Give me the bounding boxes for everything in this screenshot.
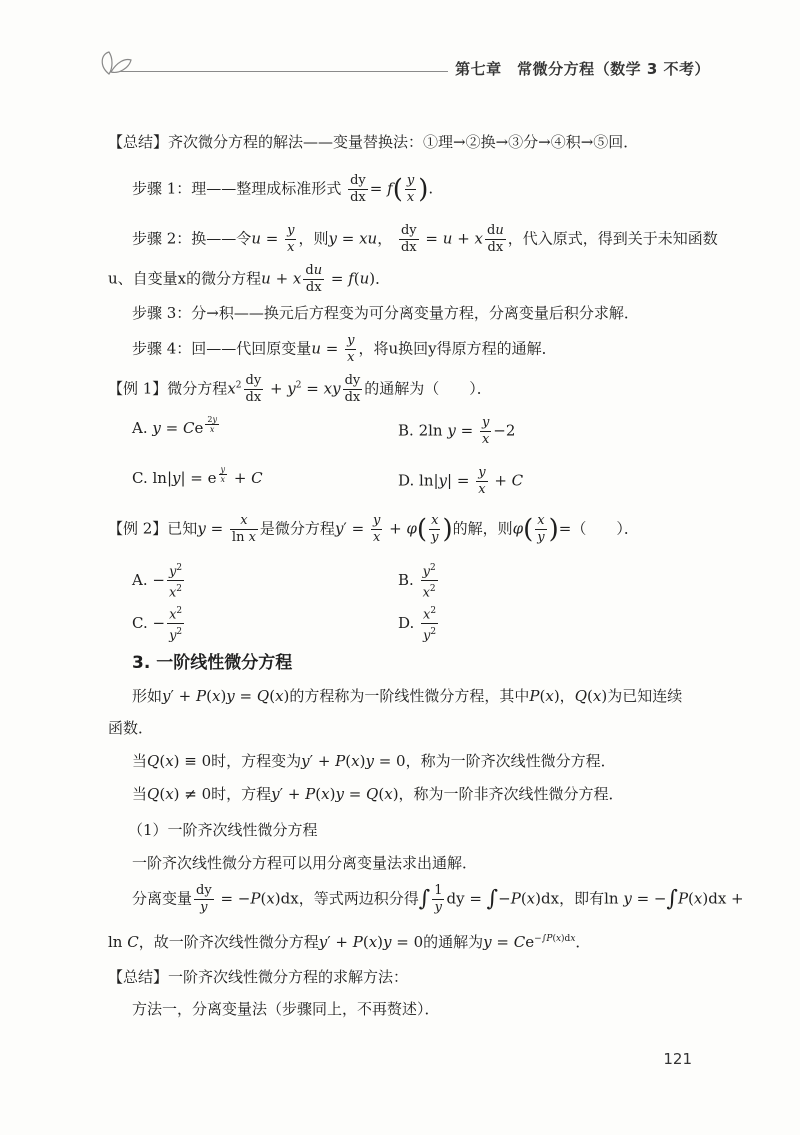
section-paragraph-1-cont: 函数． — [108, 719, 154, 737]
subsection-paragraph-1: 一阶齐次线性微分方程可以用分离变量法求出通解． — [132, 854, 478, 872]
step-4: 步骤 4：回——代回原变量u = $\frac{y}{x}$ ，将u换回y得原方程的通解． — [132, 333, 557, 365]
subsection-paragraph-2: 分离变量 $\frac{dy}{y}$ = −P(x)dx，等式两边积分得∫ $\frac{1}{y}$ dy = ∫−P(x)dx，即有ln y = −∫P(x)dx + — [132, 883, 744, 915]
step-1: 步骤 1：理——整理成标准形式 $\frac{dy}{dx}$ = f( $\frac{y}{x}$ ). — [132, 173, 434, 205]
example-2-option-c: C. − $\frac{x^2}{y^2}$ — [132, 603, 186, 645]
header-rule — [119, 71, 448, 72]
leaf-icon — [95, 46, 135, 80]
section-paragraph-3: 当Q(x) ≠ 0时，方程y′ + P(x)y = Q(x)，称为一阶非齐次线性微分方程． — [132, 785, 624, 803]
subsection-paragraph-2-cont: ln C，故一阶齐次线性微分方程y′ + P(x)y = 0的通解为$y = Ce^{-\int P(x)dx}$． — [108, 933, 591, 951]
page-number: 121 — [663, 1050, 692, 1068]
section-paragraph-1: 形如y′ + P(x)y = Q(x)的方程称为一阶线性微分方程，其中P(x)，Q(x)为已知连续 — [132, 687, 683, 705]
example-1-option-c: C. ln|y| = e $^{\frac{y}{x}}$ + C — [132, 465, 263, 487]
step-3: 步骤 3：分→积——换元后方程变为可分离变量方程，分离变量后积分求解． — [132, 304, 639, 322]
step-2-cont: u、自变量x的微分方程u + x $\frac{du}{dx}$ = f(u)． — [108, 263, 391, 295]
subsection-title: （1）一阶齐次线性微分方程 — [128, 821, 318, 839]
summary-intro: 【总结】齐次微分方程的解法——变量替换法：①理→②换→③分→④积→⑤回． — [108, 133, 639, 151]
page-header — [95, 46, 710, 86]
chapter-title: 第七章 常微分方程（数学 3 不考） — [455, 60, 710, 78]
example-1-option-a: A. y = Ce $^{\frac{2y}{x}}$ — [132, 415, 217, 437]
example-1-option-b: B. 2ln y = $\frac{y}{x}$ −2 — [398, 415, 516, 447]
summary-2-method-1: 方法一，分离变量法（步骤同上，不再赘述）． — [132, 1000, 440, 1018]
section-paragraph-2: 当Q(x) ≡ 0时，方程变为y′ + P(x)y = 0，称为一阶齐次线性微分方程． — [132, 752, 616, 770]
example-2-question: 【例 2】已知y = $\frac{x}{\text{ln x}}$ 是微分方程y′ = $\frac{y}{x}$ + φ( $\frac{x}{y}$ )的解，则φ( $\frac{x}{y}$ )=（ ）． — [108, 513, 639, 545]
example-1-option-d: D. ln|y| = $\frac{y}{x}$ + C — [398, 465, 524, 497]
example-2-option-d: D. $\frac{x^2}{y^2}$ — [398, 603, 440, 645]
example-2-option-a: A. − $\frac{y^2}{x^2}$ — [132, 560, 186, 602]
step-2: 步骤 2：换——令u = $\frac{y}{x}$ ，则y = xu， $\frac{dy}{dx}$ = u + x $\frac{du}{dx}$ ，代入原式，得到关于未知函数 — [132, 223, 718, 255]
example-2-option-b: B. $\frac{y^2}{x^2}$ — [398, 560, 440, 602]
example-1-question: 【例 1】微分方程$x^2$ $\frac{dy}{dx}$ + $y^2$ = xy $\frac{dy}{dx}$ 的通解为（ ）． — [108, 373, 492, 405]
summary-2-intro: 【总结】一阶齐次线性微分方程的求解方法： — [108, 968, 409, 986]
section-title: 3. 一阶线性微分方程 — [132, 653, 293, 673]
